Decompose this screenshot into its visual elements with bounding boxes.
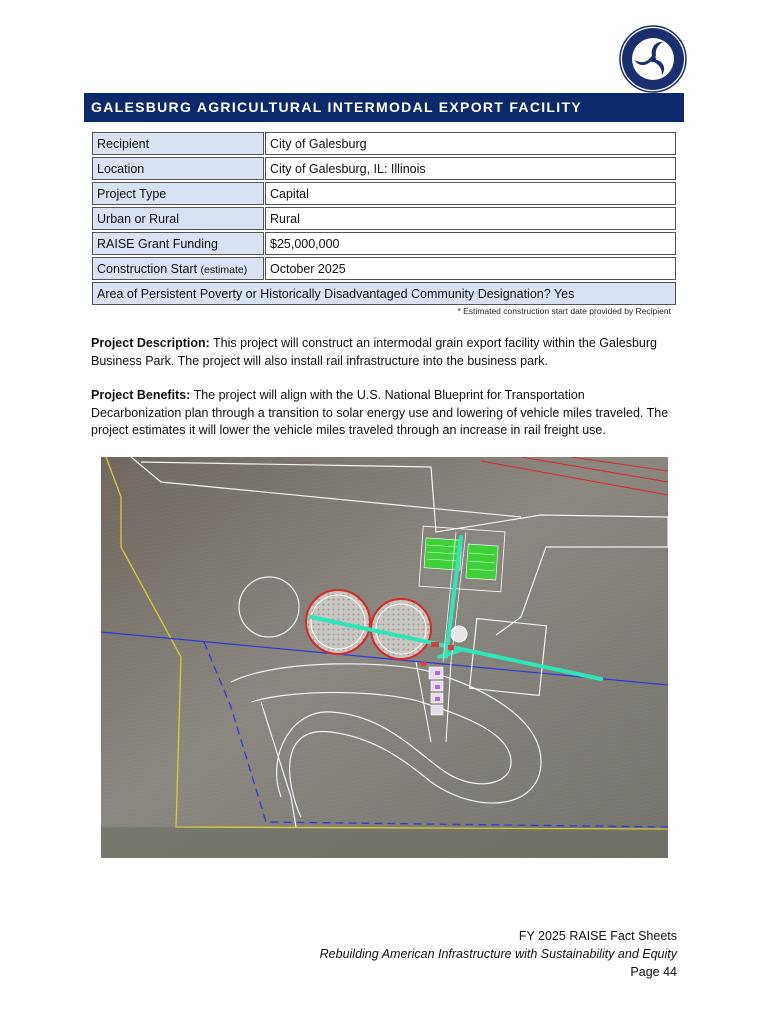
- table-row: [92, 232, 676, 255]
- row-label-text: Construction Start: [97, 261, 198, 276]
- row-label: Location: [92, 157, 264, 180]
- table-row: [92, 282, 676, 305]
- row-value: Capital: [265, 182, 676, 205]
- row-label: Project Type: [92, 182, 264, 205]
- project-benefits: [91, 387, 677, 440]
- description-heading: Project Description:: [91, 336, 210, 350]
- benefits-heading: Project Benefits:: [91, 388, 191, 402]
- page-footer: [320, 927, 677, 981]
- description-text: This project will construct an intermodal grain export facility within the Galesburg Business Park. The project will also install rail infrastructure into the business park.: [91, 336, 657, 368]
- row-label: [92, 257, 264, 280]
- row-label: Recipient: [92, 132, 264, 155]
- row-value: $25,000,000: [265, 232, 676, 255]
- row-value: City of Galesburg, IL: Illinois: [265, 157, 676, 180]
- row-value: City of Galesburg: [265, 132, 676, 155]
- footer-series-title: FY 2025 RAISE Fact Sheets: [518, 929, 677, 943]
- usdot-seal-icon: [619, 25, 687, 93]
- row-label: RAISE Grant Funding: [92, 232, 264, 255]
- footer-program-name: Rebuilding American Infrastructure with Sustainability and Equity: [319, 947, 677, 961]
- row-value: October 2025: [265, 257, 676, 280]
- page-title: GALESBURG AGRICULTURAL INTERMODAL EXPORT FACILITY: [84, 93, 684, 122]
- table-row: [92, 257, 676, 280]
- table-row: [92, 182, 676, 205]
- project-info-table: [91, 130, 677, 307]
- page-number: Page 44: [630, 965, 677, 979]
- benefits-text: The project will align with the U.S. National Blueprint for Transportation Decarbonization plan through a transition to solar energy use and lowering of vehicle miles traveled. The project estimates it will lower the vehicle miles traveled through an increase in rail freight use.: [91, 388, 669, 437]
- row-value: Rural: [265, 207, 676, 230]
- estimate-footnote: * Estimated construction start date provided by Recipient: [457, 306, 671, 316]
- row-label-qualifier: (estimate): [200, 263, 248, 276]
- row-label: Urban or Rural: [92, 207, 264, 230]
- project-description: [91, 335, 677, 370]
- table-row: [92, 132, 676, 155]
- table-row: [92, 207, 676, 230]
- designation-row: Area of Persistent Poverty or Historically Disadvantaged Community Designation? Yes: [92, 282, 676, 305]
- table-row: [92, 157, 676, 180]
- site-plan-aerial-map: [101, 457, 668, 858]
